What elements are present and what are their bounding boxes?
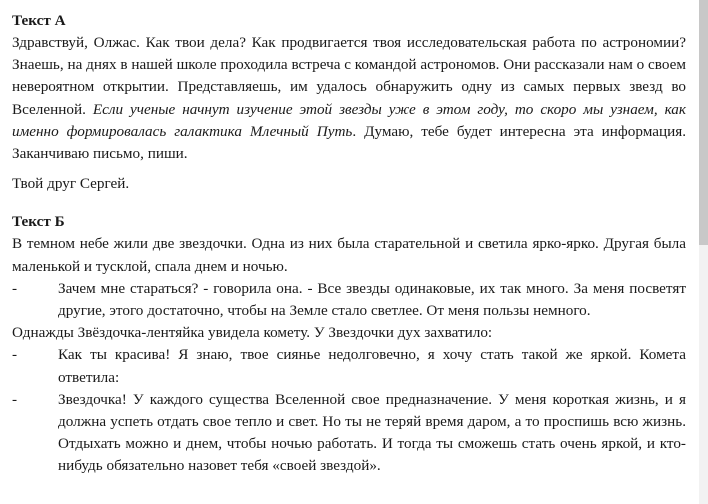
- dialogue-dash: -: [12, 390, 18, 408]
- text-a-paragraph: [12, 32, 686, 165]
- document-page: [12, 10, 686, 478]
- dialogue-line-1: [12, 278, 686, 322]
- text-b-heading: Текст Б: [12, 213, 65, 231]
- dialogue-text-3: Звездочка! У каждого существа Вселенной свое предназначение. У меня короткая жизнь, и я должна успеть отдать свое тепло и свет. Но ты не теряй время даром, а то проспишь всю жизнь. Отдыхать можно и днем, чтобы ночью работать. И тогда ты сможешь стать очень яркой, и кто-нибудь обязательно назовет тебя «своей звездой».: [58, 390, 686, 475]
- dialogue-text-1: Зачем мне стараться? - говорила она. - Все звезды одинаковые, их так много. За меня посветят другие, этого достаточно, чтобы на Земле стало светлее. От меня пользы немного.: [58, 279, 686, 320]
- scrollbar-thumb[interactable]: [699, 0, 708, 245]
- vertical-scrollbar[interactable]: [699, 0, 708, 504]
- text-a-heading: Текст А: [12, 12, 66, 29]
- dialogue-line-2: [12, 344, 686, 388]
- text-a-signature: Твой друг Сергей.: [12, 175, 130, 193]
- dialogue-text-2: Как ты красива! Я знаю, твое сиянье недолговечно, я хочу стать такой же яркой. Комета ответила:: [58, 346, 686, 386]
- text-b-intro: В темном небе жили две звездочки. Одна из них была старательной и светила ярко-ярко. Другая была маленькой и тусклой, спала днем и ночью.: [12, 235, 686, 275]
- text-a-paragraph-start: Здравствуй, Олжас. Как твои дела? Как продвигается твоя исследовательская работа по астрономии? Знаешь, на днях в нашей школе проходила встреча с командой астрономов. Они рассказали нам о своем невероятном открытии. Представляешь, им удалось обнаружить одну из самых первых звезд во Вселенной.: [12, 34, 686, 118]
- text-a-italic-sentence: Если ученые начнут изучение этой звезды уже в этом году, то скоро мы узнаем, как именно формировалась галактика Млечный Путь: [12, 100, 686, 140]
- dialogue-line-3: [12, 389, 686, 478]
- dialogue-dash: -: [12, 279, 18, 297]
- text-b-narration: Однажды Звёздочка-лентяйка увидела комету. У Звездочки дух захватило:: [12, 324, 493, 342]
- text-a-paragraph-end: . Думаю, тебе будет интересна эта информация. Заканчиваю письмо, пиши.: [12, 122, 686, 163]
- dialogue-dash: -: [12, 346, 18, 364]
